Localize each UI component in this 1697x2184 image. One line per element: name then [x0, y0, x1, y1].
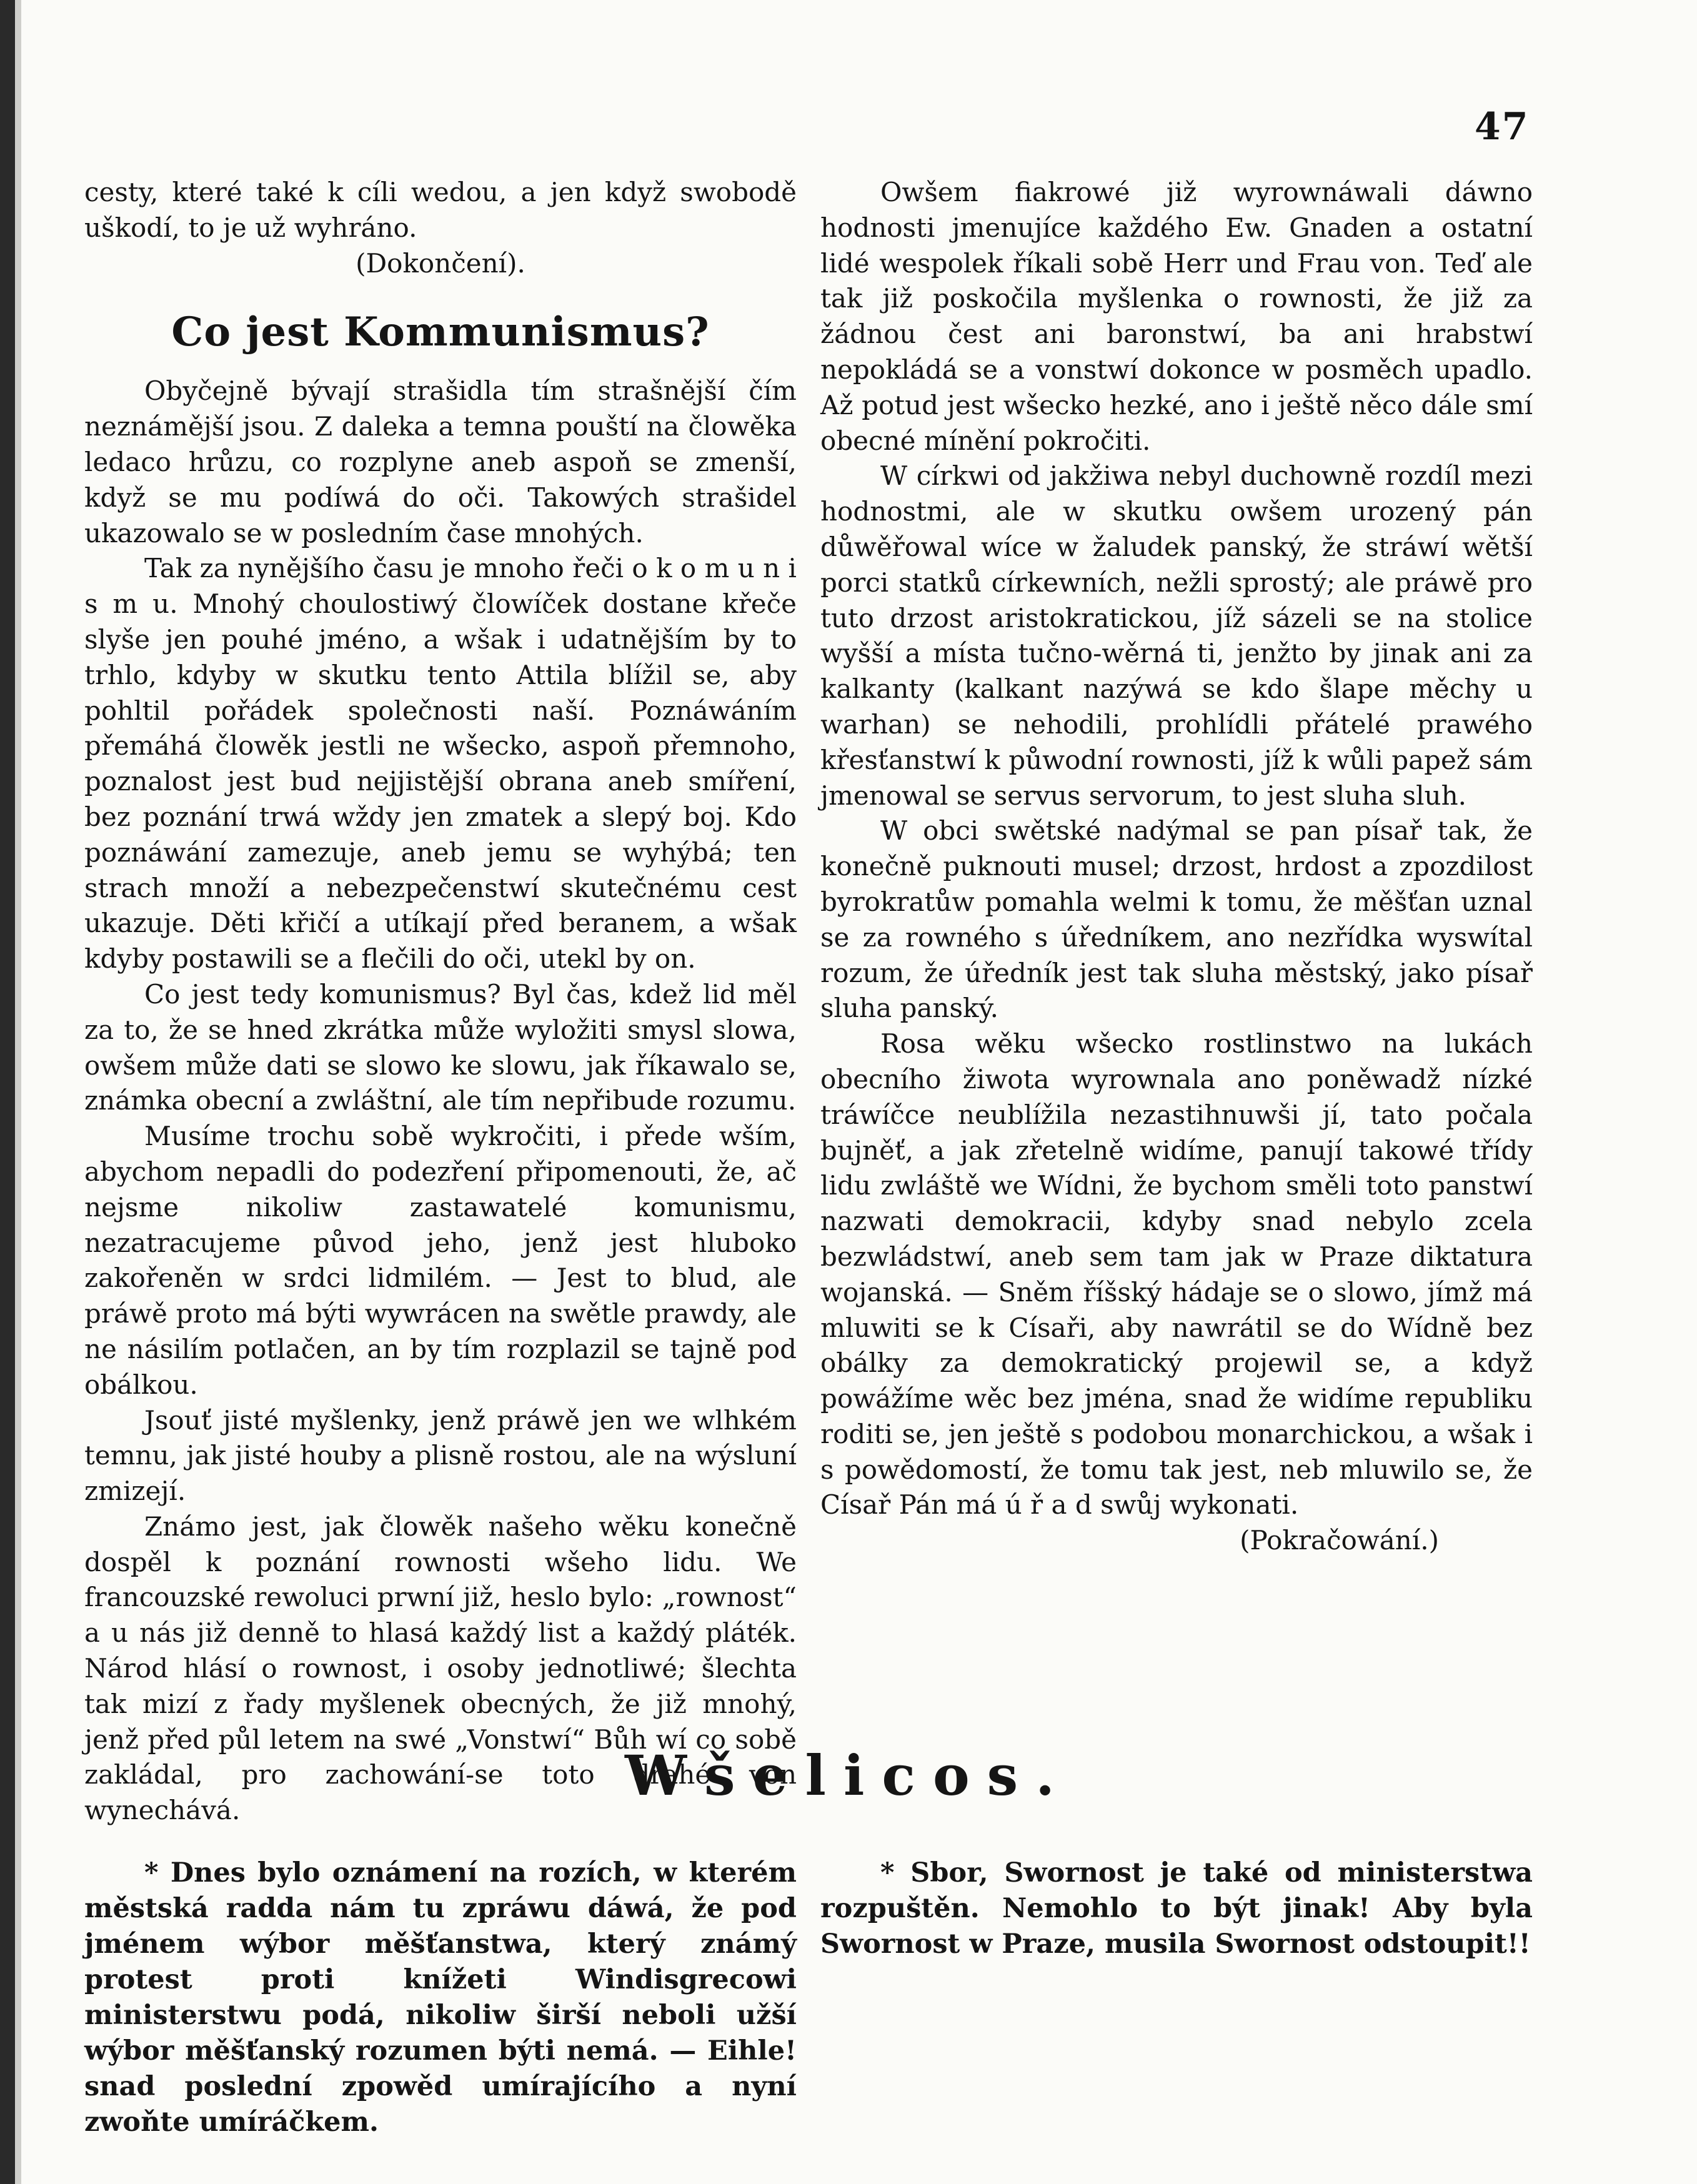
news-item: * Dnes bylo oznámení na rozích, w kterém městská radda nám tu zpráwu dáwá, že pod jménem wýbor měšťanstwa, který známý protest proti knížeti Windisgrecowi ministerstwu podá, nikoliw širší neboli užší wýbor měšťanský rozumen býti nemá. — Eihle! snad poslední zpowěd umírajícího a nyní zwoňte umíráčkem. [84, 1857, 797, 2138]
left-column [84, 175, 797, 1829]
article-paragraph: Co jest tedy komunismus? Byl čas, kdež lid měl za to, že se hned zkrátka může wyložiti smysl slowa, owšem může dati se slowo ke slowu, jak říkawalo se, známka obecní a zwláštní, ale tím nepřibude rozumu. [84, 978, 797, 1116]
article-paragraph: W obci swětské nadýmal se pan písař tak, že konečně puknouti musel; drzost, hrdost a zpozdilost byrokratůw pomahla welmi k tomu, že měšťan uznal se za rowného s úředníkem, ano nezřídka wyswítal rozum, že úředník jest tak sluha městský, jako písař sluha panský. [820, 815, 1533, 1024]
article-paragraph: Obyčejně bývají strašidla tím strašnější čím neznámější jsou. Z daleka a temna pouští na člowěka ledaco hrůzu, co rozplyne aneb aspoň se zmenší, když se mu podíwá do oči. Takowých strašidel ukazowalo se w posledním čase mnohých. [84, 375, 797, 548]
page-spine-shadow [0, 0, 15, 2184]
article-paragraph: Musíme trochu sobě wykročiti, i přede wším, abychom nepadli do podezření připomenouti, že, ač nejsme nikoliw zastawatelé komunismu, nezatracujeme původ jeho, jenž jest hluboko zakořeněn w srdci lidmilém. — Jest to blud, ale práwě proto má býti wywrácen na swětle prawdy, ale ne násilím potlačen, an by tím rozplazil se tajně pod obálkou. [84, 1121, 797, 1400]
article-paragraph: Owšem fiakrowé již wyrownáwali dáwno hodnosti jmenujíce každého Ew. Gnaden a ostatní lidé wespolek říkali sobě Herr und Frau von. Teď ale tak již poskočila myšlenka o rownosti, že již za žádnou čest ani baronstwí, ba ani hrabstwí nepokládá se a vonstwí dokonce w posměch upadlo. Až potud jest wšecko hezké, ano i ještě něco dále smí obecné mínění pokročiti. [820, 177, 1533, 456]
article-paragraph: W církwi od jakžiwa nebyl duchowně rozdíl mezi hodnostmi, ale w skutku owšem urozený pán důwěřowal wíce w žaludek panský, že stráwí wětší porci statků církewních, nežli sprostý; ale práwě pro tuto drzost aristokratickou, jíž sázeli se na stolice wyšší a místa tučno-wěrná ti, jenžto by jinak ani za kalkanty (kalkant nazýwá se kdo šlape měchy u warhan) se nehodili, prohlídli přátelé prawého křesťanstwí k půwodní rownosti, jíž k wůli papež sám jmenowal se servus servorum, to jest sluha sluh. [820, 460, 1533, 811]
article-paragraph: Rosa wěku wšecko rostlinstwo na lukách obecního žiwota wyrownala ano poněwadž nízké tráwíčce neublížila nezastihnuwši jí, tato počala bujněť, a jak zřetelně widíme, panují takowé třídy lidu zwláště we Wídni, že bychom směli toto panstwí nazwati demokracii, kdyby snad nebylo zcela bezwládstwí, aneb sem tam jak w Praze diktatura wojanská. — Sněm říšský hádaje se o slowo, jímž má mluwiti se k Císaři, aby nawrátil se do Wídně bez obálky za demokratický projewil se, a když powážíme wěc bez jména, snad že widíme republiku roditi se, jen ještě s podobou monarchickou, a wšak i s powědomostí, že tomu tak jest, neb mluwilo se, že Císař Pán má ú ř a d swůj wykonati. [820, 1028, 1533, 1521]
right-column [820, 175, 1533, 1559]
news-item: * Sbor, Swornost je také od ministerstwa rozpuštěn. Nemohlo to být jinak! Aby byla Swornost w Praze, musila Swornost odstoupit!! [820, 1857, 1533, 1960]
miscellany-left-column [84, 1855, 797, 2140]
article-title: Co jest Kommunismus? [171, 309, 710, 356]
miscellany-right-column [820, 1855, 1533, 1962]
page-number: 47 [1475, 105, 1530, 149]
page-edge [15, 0, 21, 2184]
end-note: (Dokončení). [356, 247, 525, 279]
previous-article-ending: cesty, které také k cíli wedou, a jen když swobodě uškodí, to je už wyhráno. [84, 177, 797, 243]
miscellany-heading: Wšelicos. [625, 1743, 1072, 1808]
article-paragraph: Tak za nynějšího času je mnoho řeči o k o m u n i s m u. Mnohý choulostiwý člowíček dostane křeče slyše jen pouhé jméno, a wšak i udatnějším by to trhlo, kdyby w skutku tento Attila blížil se, aby pohltil pořádek společnosti naší. Poznáwáním přemáhá člowěk jestli ne wšecko, aspoň přemnoho, poznalost jest bud nejjistější obrana aneb smíření, bez poznání trwá wždy jen zmatek a slepý boj. Kdo poznáwání zamezuje, aneb jemu se wyhýbá; ten strach množí a nebezpečenstwí skutečnému cest ukazuje. Děti křičí a utíkají před beranem, a wšak kdyby postawili se a flečili do oči, utekl by on. [84, 553, 797, 975]
article-paragraph: Jsouť jisté myšlenky, jenž práwě jen we wlhkém temnu, jak jisté houby a plisně rostou, ale na wýsluní zmizejí. [84, 1404, 797, 1507]
continued-note: (Pokračowání.) [1240, 1525, 1439, 1556]
article-paragraph-split: Známo jest, jak člowěk našeho wěku konečně dospěl k poznání rownosti wšeho lidu. We francouzské rewoluci prwní již, heslo bylo: „rownost“ a u nás již denně to hlasá každý list a každý pláték. Národ hlásí o rownost, i osoby jednotliwé; šlechta tak mizí z řady myšlenek obecných, že již mnohý, jenž před půl letem na swé „Vonstwí“ Bůh wí co sobě zakládal, pro zachowání-se toto drahé von wynechává. [84, 1511, 797, 1826]
